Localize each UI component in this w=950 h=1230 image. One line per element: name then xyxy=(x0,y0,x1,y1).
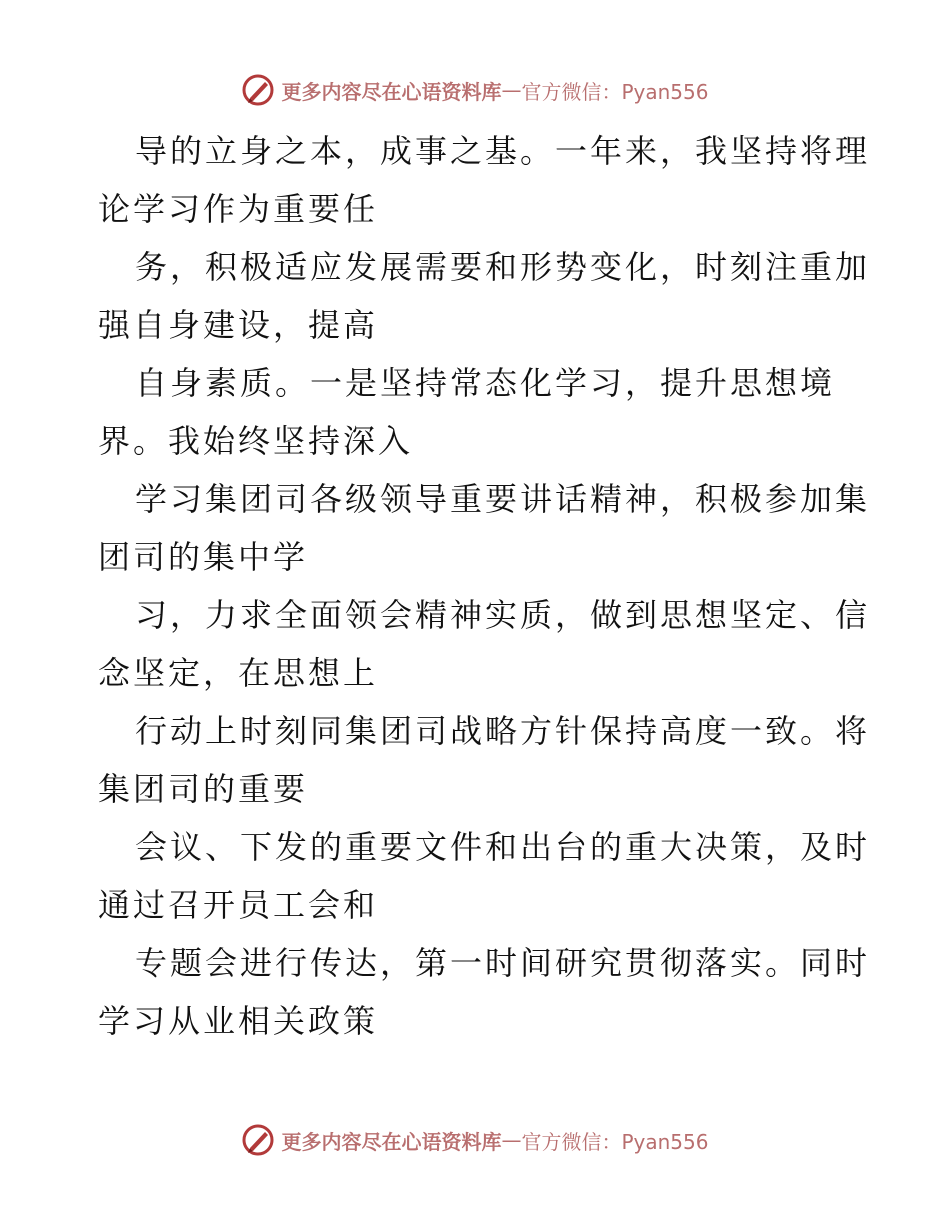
paragraph-line: 学习集团司各级领导重要讲话精神，积极参加集 xyxy=(135,480,871,518)
paragraph-line: 会议、下发的重要文件和出台的重大决策，及时 xyxy=(135,828,871,866)
banner-wechat-text: 官方微信：Pyan556 xyxy=(521,79,709,104)
paragraph-line: 界。我始终坚持深入 xyxy=(98,422,414,460)
paragraph xyxy=(98,934,878,1050)
banner-wechat-text: 官方微信：Pyan556 xyxy=(521,1129,709,1154)
paragraph-line: 集团司的重要 xyxy=(98,770,309,808)
paragraph xyxy=(98,702,878,818)
paragraph xyxy=(98,354,878,470)
paragraph xyxy=(98,586,878,702)
paragraph-line: 务，积极适应发展需要和形势变化，时刻注重加 xyxy=(135,248,871,286)
paragraph-line: 导的立身之本，成事之基。一年来，我坚持将理 xyxy=(135,132,871,170)
paragraph-line: 念坚定，在思想上 xyxy=(98,654,379,692)
paragraph-line: 习，力求全面领会精神实质，做到思想坚定、信 xyxy=(135,596,871,634)
footer-watermark-banner xyxy=(0,1120,950,1160)
pen-logo-icon xyxy=(241,73,275,107)
pen-logo-icon xyxy=(241,1123,275,1157)
paragraph xyxy=(98,470,878,586)
banner-main-text: 更多内容尽在心语资料库 xyxy=(281,79,502,104)
banner-dash: — xyxy=(501,1128,522,1152)
paragraph-line: 团司的集中学 xyxy=(98,538,309,576)
document-body xyxy=(98,122,878,1050)
paragraph-line: 通过召开员工会和 xyxy=(98,886,379,924)
paragraph-line: 专题会进行传达，第一时间研究贯彻落实。同时 xyxy=(135,944,871,982)
paragraph-line: 强自身建设，提高 xyxy=(98,306,379,344)
paragraph-line: 论学习作为重要任 xyxy=(98,190,379,228)
banner-main-text: 更多内容尽在心语资料库 xyxy=(281,1129,502,1154)
banner-dash: — xyxy=(501,78,522,102)
header-watermark-banner xyxy=(0,70,950,110)
paragraph xyxy=(98,122,878,238)
paragraph-line: 自身素质。一是坚持常态化学习，提升思想境 xyxy=(135,364,836,402)
paragraph-line: 学习从业相关政策 xyxy=(98,1002,379,1040)
paragraph-line: 行动上时刻同集团司战略方针保持高度一致。将 xyxy=(135,712,871,750)
paragraph xyxy=(98,818,878,934)
paragraph xyxy=(98,238,878,354)
